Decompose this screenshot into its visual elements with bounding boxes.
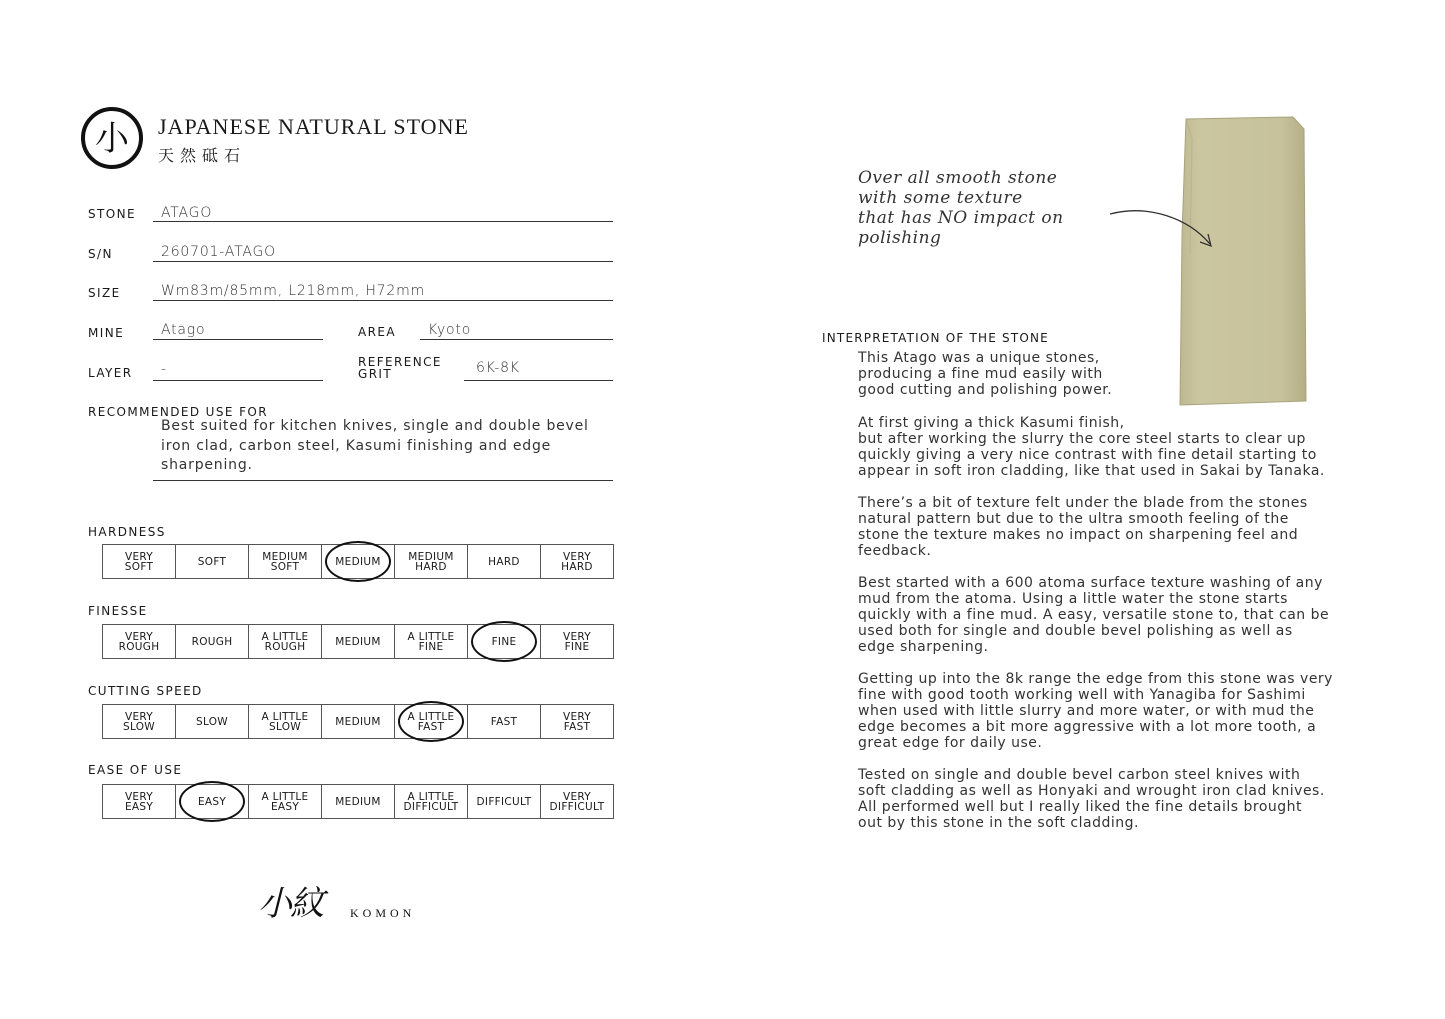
- layer-underline: [153, 380, 323, 381]
- scale-option-label: VERY SOFT: [124, 550, 154, 573]
- ease-of-use-scale: [102, 784, 614, 819]
- paragraph-line: There’s a bit of texture felt under the blade from the stones: [858, 495, 1308, 511]
- scale-option: [540, 545, 613, 578]
- page-subtitle: 天然砥石: [158, 146, 247, 165]
- scale-option-label: A LITTLE SLOW: [261, 710, 309, 733]
- scale-option: [103, 625, 175, 658]
- scale-option-label: MEDIUM SOFT: [262, 550, 308, 573]
- area-value: Kyoto: [428, 322, 472, 338]
- paragraph-line: edge becomes a bit more aggressive with a lot more tooth, a: [858, 719, 1317, 735]
- scale-option-label: EASY: [197, 795, 227, 808]
- scale-option-label: FAST: [490, 715, 518, 728]
- note-line: polishing: [858, 228, 942, 248]
- scale-option-label: SOFT: [197, 555, 227, 568]
- finesse-scale: [102, 624, 614, 659]
- scale-option-label: VERY FAST: [562, 710, 592, 733]
- scale-option: [248, 785, 321, 818]
- note-line: with some texture: [858, 188, 1023, 208]
- scale-option-label: A LITTLE FINE: [407, 630, 455, 653]
- sn-value: 260701-ATAGO: [161, 244, 276, 260]
- handwritten-note: [858, 168, 1118, 248]
- komon-script: 小紋: [258, 884, 322, 924]
- scale-option-label: ROUGH: [191, 635, 233, 648]
- scale-option-label: DIFFICULT: [476, 795, 532, 808]
- layer-value: -: [161, 361, 167, 377]
- layer-label: LAYER: [88, 366, 133, 380]
- paragraph-line: mud from the atoma. Using a little water the stone starts: [858, 591, 1288, 607]
- scale-option: [394, 785, 467, 818]
- cutting-speed-title: CUTTING SPEED: [88, 684, 203, 698]
- note-line: Over all smooth stone: [858, 168, 1058, 188]
- recommended-underline: [153, 480, 613, 481]
- scale-option-label: FINE: [491, 635, 517, 648]
- komon-logo: [80, 106, 144, 170]
- scale-option-label: HARD: [488, 555, 520, 568]
- paragraph-line: when used with little slurry and more water, or with mud the: [858, 703, 1315, 719]
- paragraph-line: fine with good tooth working well with Yanagiba for Sashimi: [858, 687, 1306, 703]
- scale-option: [467, 785, 540, 818]
- sn-underline: [153, 261, 613, 262]
- scale-option: [103, 545, 175, 578]
- scale-option: [248, 545, 321, 578]
- paragraph-line: producing a fine mud easily with: [858, 366, 1103, 382]
- logo-glyph: 小: [95, 119, 129, 159]
- scale-option-label: A LITTLE DIFFICULT: [403, 790, 459, 813]
- note-line: that has NO impact on: [858, 208, 1064, 228]
- paragraph-line: but after working the slurry the core steel starts to clear up: [858, 431, 1306, 447]
- size-label: SIZE: [88, 286, 121, 300]
- scale-option-label: VERY EASY: [124, 790, 154, 813]
- scale-option-label: A LITTLE EASY: [261, 790, 309, 813]
- scale-option: [175, 705, 248, 738]
- paragraph-line: great edge for daily use.: [858, 735, 1043, 751]
- paragraph-line: edge sharpening.: [858, 639, 989, 655]
- scale-option: [175, 625, 248, 658]
- hardness-title: HARDNESS: [88, 525, 166, 539]
- recommended-text: Best suited for kitchen knives, single and double bevel iron clad, carbon steel, Kasumi finishing and edge sharpening.: [161, 418, 589, 473]
- stone-value: ATAGO: [161, 205, 213, 221]
- scale-option-label: MEDIUM: [335, 555, 381, 568]
- scale-option: [103, 785, 175, 818]
- scale-option: [540, 785, 613, 818]
- cutting-speed-scale: [102, 704, 614, 739]
- arrow-icon: [1108, 200, 1218, 260]
- mine-underline: [153, 339, 323, 340]
- scale-option-label: VERY ROUGH: [118, 630, 160, 653]
- scale-option-label: VERY FINE: [562, 630, 592, 653]
- scale-option-label: VERY DIFFICULT: [549, 790, 605, 813]
- paragraph-line: appear in soft iron cladding, like that used in Sakai by Tanaka.: [858, 463, 1325, 479]
- stone-label: STONE: [88, 207, 136, 221]
- area-label: AREA: [358, 325, 396, 339]
- scale-option: [248, 625, 321, 658]
- mine-value: Atago: [161, 322, 206, 338]
- scale-option: [467, 705, 540, 738]
- scale-option-selected: [175, 785, 248, 818]
- interpretation-paragraph: [858, 575, 1358, 655]
- paragraph-line: quickly giving a very nice contrast with fine detail starting to: [858, 447, 1317, 463]
- scale-option: [467, 545, 540, 578]
- interpretation-paragraph: [858, 767, 1358, 831]
- scale-option: [394, 625, 467, 658]
- interpretation-paragraph: [858, 495, 1358, 559]
- scale-option-label: VERY SLOW: [123, 710, 155, 733]
- paragraph-line: Best started with a 600 atoma surface texture washing of any: [858, 575, 1323, 591]
- size-underline: [153, 300, 613, 301]
- paragraph-line: feedback.: [858, 543, 932, 559]
- scale-option: [321, 785, 394, 818]
- scale-option: [321, 625, 394, 658]
- komon-footer-logo: [258, 880, 428, 924]
- komon-wordmark: KOMON: [350, 906, 416, 920]
- scale-option-label: MEDIUM: [335, 715, 381, 728]
- paragraph-line: This Atago was a unique stones,: [858, 350, 1100, 366]
- paragraph-line: All performed well but I really liked the fine details brought: [858, 799, 1303, 815]
- mine-label: MINE: [88, 326, 125, 340]
- ease-of-use-title: EASE OF USE: [88, 763, 183, 777]
- recommended-label: RECOMMENDED USE FOR: [88, 405, 268, 419]
- paragraph-line: Tested on single and double bevel carbon steel knives with: [858, 767, 1301, 783]
- grit-label-line2: GRIT: [358, 367, 393, 381]
- interpretation-title: INTERPRETATION OF THE STONE: [822, 331, 1049, 345]
- scale-option: [103, 705, 175, 738]
- finesse-title: FINESSE: [88, 604, 148, 618]
- interpretation-paragraph: [858, 415, 1358, 479]
- paragraph-line: At first giving a thick Kasumi finish,: [858, 415, 1125, 431]
- scale-option: [540, 625, 613, 658]
- scale-option-label: VERY HARD: [561, 550, 593, 573]
- paragraph-line: used both for single and double bevel polishing as well as: [858, 623, 1293, 639]
- paragraph-line: quickly with a fine mud. A easy, versatile stone to, that can be: [858, 607, 1330, 623]
- scale-option-label: MEDIUM: [335, 635, 381, 648]
- paragraph-line: Getting up into the 8k range the edge from this stone was very: [858, 671, 1333, 687]
- scale-option: [540, 705, 613, 738]
- scale-option: [394, 545, 467, 578]
- size-value: Wm83m/85mm, L218mm, H72mm: [161, 283, 425, 299]
- scale-option-label: A LITTLE FAST: [407, 710, 455, 733]
- paragraph-line: stone the texture makes no impact on sharpening feel and: [858, 527, 1299, 543]
- grit-label-line1: REFERENCE: [358, 355, 442, 369]
- scale-option-selected: [321, 545, 394, 578]
- scale-option-label: A LITTLE ROUGH: [261, 630, 309, 653]
- hardness-scale: [102, 544, 614, 579]
- scale-option: [321, 705, 394, 738]
- grit-underline: [464, 380, 613, 381]
- scale-option-label: SLOW: [196, 715, 228, 728]
- scale-option-selected: [467, 625, 540, 658]
- scale-option-label: MEDIUM: [335, 795, 381, 808]
- scale-option-selected: [394, 705, 467, 738]
- page-title: JAPANESE NATURAL STONE: [158, 114, 469, 139]
- stone-underline: [153, 221, 613, 222]
- grit-value: 6K-8K: [476, 360, 520, 376]
- paragraph-line: soft cladding as well as Honyaki and wrought iron clad knives.: [858, 783, 1325, 799]
- paragraph-line: natural pattern but due to the ultra smooth feeling of the: [858, 511, 1289, 527]
- interpretation-paragraph: [858, 350, 1358, 398]
- grit-label: [358, 356, 442, 380]
- interpretation-paragraph: [858, 671, 1358, 751]
- scale-option: [248, 705, 321, 738]
- scale-option-label: MEDIUM HARD: [408, 550, 454, 573]
- scale-option: [175, 545, 248, 578]
- area-underline: [420, 339, 613, 340]
- paragraph-line: good cutting and polishing power.: [858, 382, 1113, 398]
- paragraph-line: out by this stone in the soft cladding.: [858, 815, 1139, 831]
- sn-label: S/N: [88, 247, 113, 261]
